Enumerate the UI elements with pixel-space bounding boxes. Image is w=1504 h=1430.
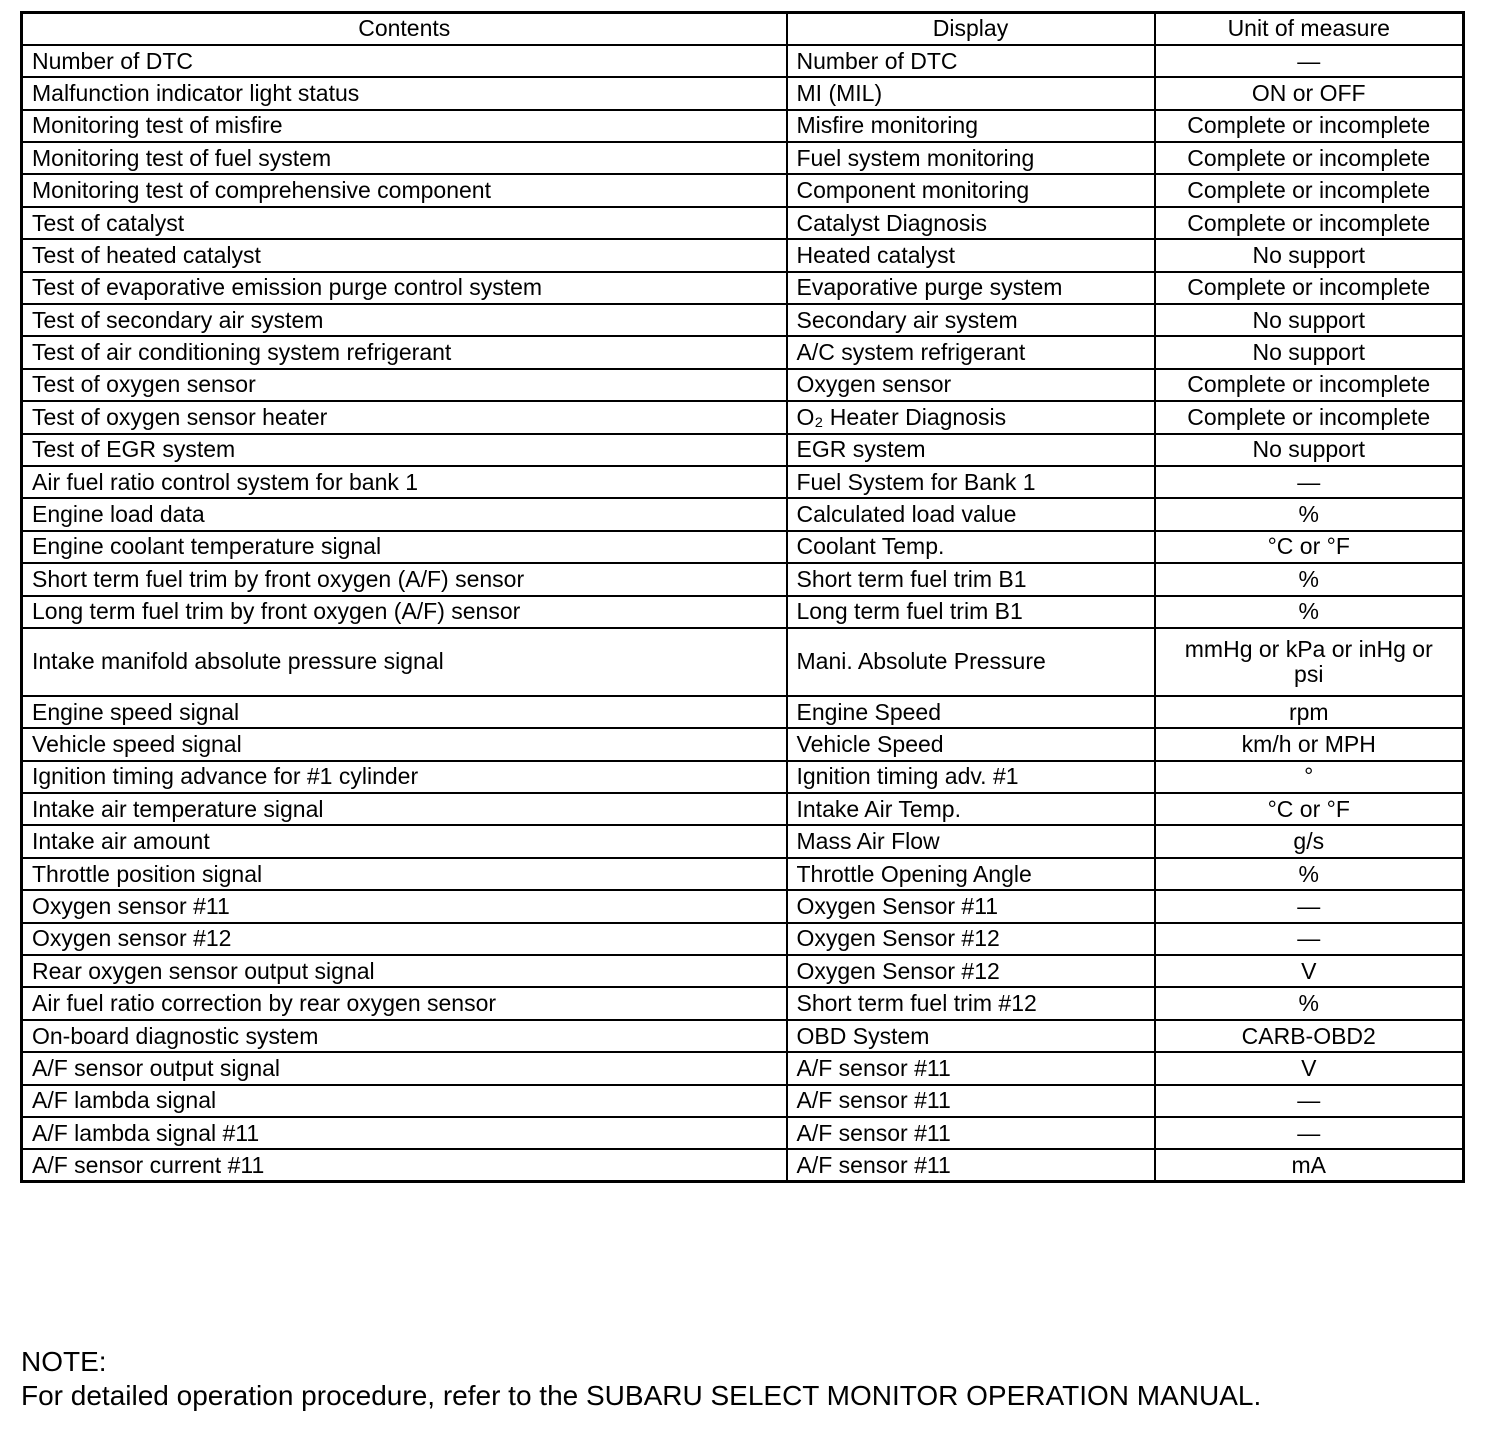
cell-contents: Monitoring test of comprehensive component <box>22 174 787 206</box>
cell-contents: Ignition timing advance for #1 cylinder <box>22 761 787 793</box>
cell-contents: Intake air amount <box>22 825 787 857</box>
cell-unit: No support <box>1155 239 1464 271</box>
cell-display: A/F sensor #11 <box>787 1085 1155 1117</box>
cell-contents: Monitoring test of misfire <box>22 110 787 142</box>
cell-display: Fuel System for Bank 1 <box>787 466 1155 498</box>
cell-unit: — <box>1155 45 1464 77</box>
cell-unit: ON or OFF <box>1155 77 1464 109</box>
table-row <box>22 858 1464 890</box>
cell-contents: A/F lambda signal <box>22 1085 787 1117</box>
table-row <box>22 174 1464 206</box>
cell-contents: Engine load data <box>22 498 787 530</box>
cell-display: Component monitoring <box>787 174 1155 206</box>
table-row <box>22 596 1464 628</box>
table-row <box>22 1149 1464 1181</box>
note-block <box>21 1345 1261 1413</box>
table-row <box>22 304 1464 336</box>
cell-unit: V <box>1155 955 1464 987</box>
cell-unit: Complete or incomplete <box>1155 207 1464 239</box>
table-row <box>22 563 1464 595</box>
cell-contents: Engine coolant temperature signal <box>22 531 787 563</box>
cell-display: EGR system <box>787 434 1155 466</box>
cell-contents: Test of EGR system <box>22 434 787 466</box>
cell-display: Short term fuel trim B1 <box>787 563 1155 595</box>
table-row <box>22 466 1464 498</box>
table-row <box>22 825 1464 857</box>
cell-contents: Engine speed signal <box>22 696 787 728</box>
cell-display: Oxygen Sensor #12 <box>787 955 1155 987</box>
cell-contents: Test of oxygen sensor heater <box>22 401 787 433</box>
cell-unit: % <box>1155 858 1464 890</box>
cell-unit: Complete or incomplete <box>1155 142 1464 174</box>
cell-display: Vehicle Speed <box>787 728 1155 760</box>
cell-unit: Complete or incomplete <box>1155 369 1464 401</box>
table-row <box>22 987 1464 1019</box>
cell-contents: Test of secondary air system <box>22 304 787 336</box>
note-text: For detailed operation procedure, refer to the SUBARU SELECT MONITOR OPERATION MANUAL. <box>21 1380 1262 1411</box>
cell-display: Calculated load value <box>787 498 1155 530</box>
cell-display: A/F sensor #11 <box>787 1149 1155 1181</box>
cell-display: O₂ Heater Diagnosis <box>787 401 1155 433</box>
table-header <box>22 13 1464 45</box>
cell-unit: V <box>1155 1052 1464 1084</box>
table-row <box>22 142 1464 174</box>
cell-contents: Test of air conditioning system refrigerant <box>22 336 787 368</box>
cell-unit: Complete or incomplete <box>1155 401 1464 433</box>
cell-unit: CARB-OBD2 <box>1155 1020 1464 1052</box>
cell-display: Evaporative purge system <box>787 272 1155 304</box>
cell-unit: mmHg or kPa or inHg or psi <box>1155 628 1464 696</box>
cell-display: Secondary air system <box>787 304 1155 336</box>
cell-contents: Number of DTC <box>22 45 787 77</box>
cell-contents: A/F lambda signal #11 <box>22 1117 787 1149</box>
cell-display: Mass Air Flow <box>787 825 1155 857</box>
cell-display: Intake Air Temp. <box>787 793 1155 825</box>
cell-unit: °C or °F <box>1155 531 1464 563</box>
table-row <box>22 45 1464 77</box>
table-row <box>22 1117 1464 1149</box>
cell-display: Long term fuel trim B1 <box>787 596 1155 628</box>
cell-display: A/F sensor #11 <box>787 1052 1155 1084</box>
cell-unit: — <box>1155 923 1464 955</box>
cell-unit: No support <box>1155 304 1464 336</box>
cell-unit: — <box>1155 466 1464 498</box>
cell-contents: Test of oxygen sensor <box>22 369 787 401</box>
cell-contents: Monitoring test of fuel system <box>22 142 787 174</box>
table-row <box>22 793 1464 825</box>
cell-unit: ° <box>1155 761 1464 793</box>
header-row <box>22 13 1464 45</box>
cell-unit: Complete or incomplete <box>1155 174 1464 206</box>
table-row <box>22 239 1464 271</box>
cell-unit: % <box>1155 563 1464 595</box>
cell-unit: km/h or MPH <box>1155 728 1464 760</box>
cell-contents: A/F sensor current #11 <box>22 1149 787 1181</box>
table-row <box>22 531 1464 563</box>
cell-contents: Test of evaporative emission purge control system <box>22 272 787 304</box>
cell-unit: Complete or incomplete <box>1155 272 1464 304</box>
header-display: Display <box>787 13 1155 45</box>
table-row <box>22 272 1464 304</box>
cell-display: A/F sensor #11 <box>787 1117 1155 1149</box>
cell-unit: mA <box>1155 1149 1464 1181</box>
table-row <box>22 1020 1464 1052</box>
cell-display: Throttle Opening Angle <box>787 858 1155 890</box>
cell-contents: Oxygen sensor #12 <box>22 923 787 955</box>
cell-display: Coolant Temp. <box>787 531 1155 563</box>
cell-contents: Test of catalyst <box>22 207 787 239</box>
table-row <box>22 369 1464 401</box>
table-row <box>22 955 1464 987</box>
monitor-items-table <box>20 11 1465 1183</box>
cell-unit: No support <box>1155 336 1464 368</box>
table-row <box>22 336 1464 368</box>
cell-contents: Test of heated catalyst <box>22 239 787 271</box>
cell-display: Number of DTC <box>787 45 1155 77</box>
cell-unit: — <box>1155 890 1464 922</box>
table-row <box>22 890 1464 922</box>
cell-contents: Oxygen sensor #11 <box>22 890 787 922</box>
cell-contents: Malfunction indicator light status <box>22 77 787 109</box>
cell-unit: rpm <box>1155 696 1464 728</box>
table-row <box>22 1085 1464 1117</box>
cell-contents: Intake air temperature signal <box>22 793 787 825</box>
cell-contents: Long term fuel trim by front oxygen (A/F) sensor <box>22 596 787 628</box>
table-row <box>22 923 1464 955</box>
cell-unit: — <box>1155 1085 1464 1117</box>
table-row <box>22 401 1464 433</box>
table-row <box>22 696 1464 728</box>
table-row <box>22 628 1464 696</box>
cell-contents: Air fuel ratio control system for bank 1 <box>22 466 787 498</box>
cell-display: OBD System <box>787 1020 1155 1052</box>
cell-unit: % <box>1155 987 1464 1019</box>
cell-display: Heated catalyst <box>787 239 1155 271</box>
cell-contents: On-board diagnostic system <box>22 1020 787 1052</box>
note-title: NOTE: <box>21 1346 107 1377</box>
cell-unit: °C or °F <box>1155 793 1464 825</box>
cell-contents: Intake manifold absolute pressure signal <box>22 628 787 696</box>
cell-display: Mani. Absolute Pressure <box>787 628 1155 696</box>
cell-display: Short term fuel trim #12 <box>787 987 1155 1019</box>
cell-display: Oxygen Sensor #11 <box>787 890 1155 922</box>
cell-display: Engine Speed <box>787 696 1155 728</box>
cell-contents: Vehicle speed signal <box>22 728 787 760</box>
cell-contents: Rear oxygen sensor output signal <box>22 955 787 987</box>
cell-unit: % <box>1155 596 1464 628</box>
cell-display: Oxygen Sensor #12 <box>787 923 1155 955</box>
cell-display: Ignition timing adv. #1 <box>787 761 1155 793</box>
cell-display: A/C system refrigerant <box>787 336 1155 368</box>
cell-display: Oxygen sensor <box>787 369 1155 401</box>
table-row <box>22 728 1464 760</box>
cell-unit: — <box>1155 1117 1464 1149</box>
table-body <box>22 45 1464 1182</box>
cell-contents: A/F sensor output signal <box>22 1052 787 1084</box>
cell-contents: Throttle position signal <box>22 858 787 890</box>
cell-unit: g/s <box>1155 825 1464 857</box>
header-contents: Contents <box>22 13 787 45</box>
cell-contents: Short term fuel trim by front oxygen (A/F) sensor <box>22 563 787 595</box>
table-row <box>22 434 1464 466</box>
table-row <box>22 110 1464 142</box>
cell-display: Misfire monitoring <box>787 110 1155 142</box>
cell-display: MI (MIL) <box>787 77 1155 109</box>
cell-unit: % <box>1155 498 1464 530</box>
table-row <box>22 77 1464 109</box>
table-row <box>22 498 1464 530</box>
table-row <box>22 761 1464 793</box>
cell-display: Catalyst Diagnosis <box>787 207 1155 239</box>
cell-contents: Air fuel ratio correction by rear oxygen sensor <box>22 987 787 1019</box>
cell-unit: No support <box>1155 434 1464 466</box>
cell-unit: Complete or incomplete <box>1155 110 1464 142</box>
table-row <box>22 207 1464 239</box>
cell-display: Fuel system monitoring <box>787 142 1155 174</box>
table-row <box>22 1052 1464 1084</box>
header-unit: Unit of measure <box>1155 13 1464 45</box>
